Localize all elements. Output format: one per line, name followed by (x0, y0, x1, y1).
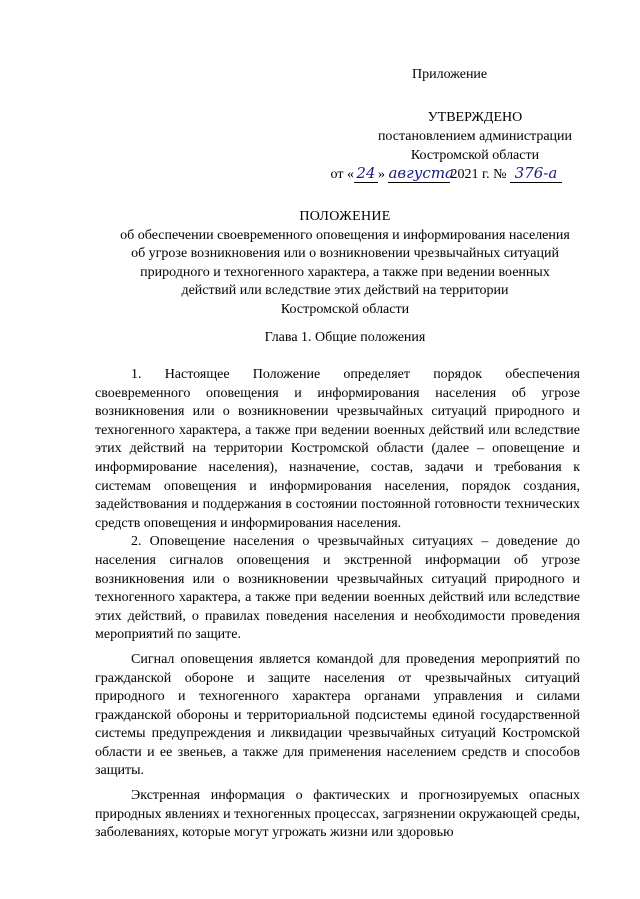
paragraph-1: 1. Настоящее Положение определяет порядок обеспечения своевременного оповещения и информирования населения об угрозе возникновения или о возникновении чрезвычайных ситуаций природного и техногенного характера, а также при ведении военных действий или вследствие этих действий на территории Костромской области (далее – оповещение и информирование населения), назначение, состав, задачи и требования к системам оповещения и информирования населения, порядок создания, задействования и поддержания в состоянии постоянной готовности технических средств оповещения и информирования населения. (95, 367, 580, 531)
paragraph-3: Сигнал оповещения является командой для проведения мероприятий по гражданской обороне и защите населения от чрезвычайных ситуаций природного и техногенного характера органами управления и силами гражданской обороны и территориальной подсистемы единой государственной системы предупреждения и ликвидации чрезвычайных ситуаций Костромской области и ее звеньев, а также для применения населением средств и способов защиты. (95, 651, 580, 779)
document-title-block (60, 208, 630, 320)
approved-heading: УТВЕРЖДЕНО (427, 110, 523, 125)
document-subtitle-line-5: Костромской области (280, 301, 410, 317)
paragraph-2: 2. Оповещение населения о чрезвычайных ситуациях – доведение до населения сигналов оповещения и экстренной информации об угрозе возникновения или о возникновении чрезвычайных ситуаций природного и техногенного характера, а также при ведении военных действий или вследствие этих действий, о правилах поведения населения и необходимости проведения мероприятий по защите. (95, 534, 580, 643)
document-subtitle-line-3: природного и техногенного характера, а также при ведении военных (140, 264, 550, 280)
chapter-heading: Глава 1. Общие положения (264, 330, 426, 345)
date-day-handwritten: 24 (354, 165, 378, 183)
approved-by-line-1: постановлением администрации (377, 129, 573, 144)
date-month-handwritten: августа (388, 164, 454, 182)
appendix-label: Приложение (412, 67, 488, 82)
document-body (95, 366, 580, 843)
resolution-date-line (330, 165, 580, 184)
document-subtitle-line-4: действий или вследствие этих действий на территории (181, 283, 509, 299)
date-prefix: от « (330, 167, 354, 182)
approved-by-line-2: Костромской области (410, 148, 540, 163)
doc-number-handwritten: 376-а (510, 165, 562, 183)
approval-stamp-block (330, 108, 580, 184)
paragraph-4: Экстренная информация о фактических и прогнозируемых опасных природных явлениях и техногенных процессах, загрязнении окружающей среды, заболеваниях, которые могут угрожать жизни или здоровью (95, 788, 580, 841)
date-mid: » (377, 167, 385, 182)
document-subtitle-line-2: об угрозе возникновения или о возникновении чрезвычайных ситуаций (131, 246, 559, 262)
document-subtitle-line-1: об обеспечении своевременного оповещения и информирования населения (120, 227, 570, 243)
date-year-suffix: 2021 г. № (450, 167, 507, 182)
document-title: ПОЛОЖЕНИЕ (299, 209, 391, 224)
